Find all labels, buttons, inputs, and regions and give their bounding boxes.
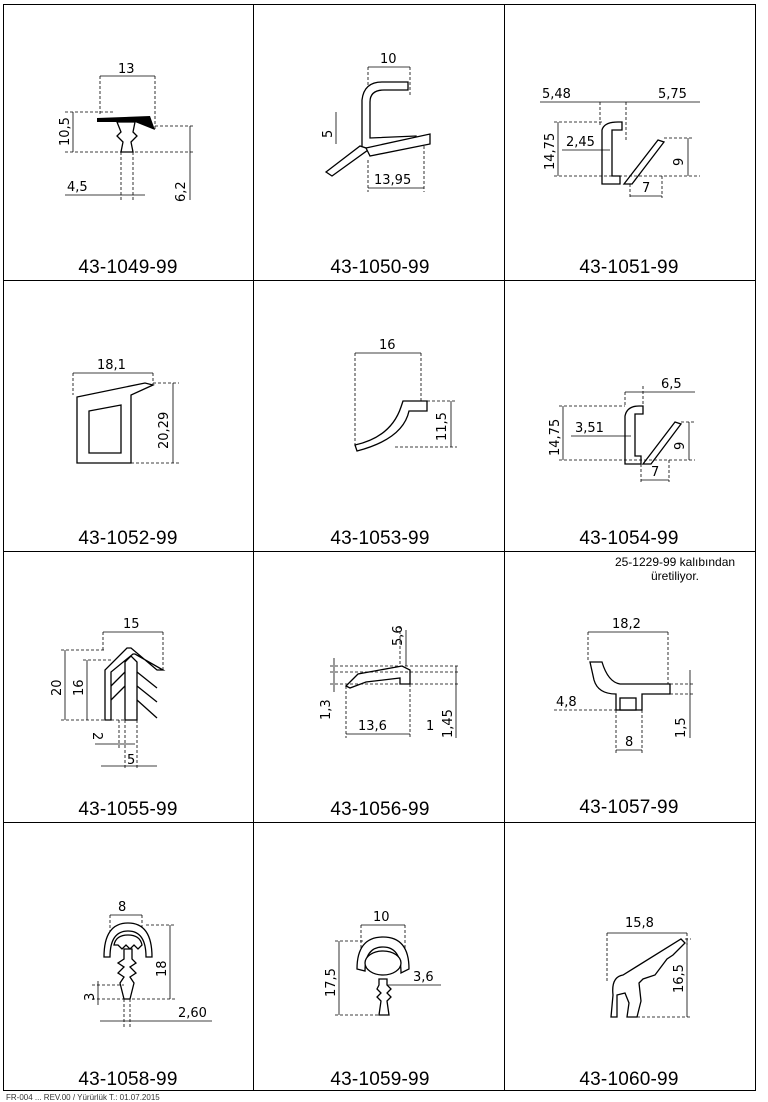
grid-divider-h1 <box>4 280 755 281</box>
dim-label: 1 <box>426 719 435 734</box>
dim-label: 2,60 <box>178 1006 207 1021</box>
dim-label: 5,48 <box>542 87 571 102</box>
dim-label: 4,8 <box>556 695 577 710</box>
dim-label: 7 <box>651 465 660 480</box>
dim-label: 8 <box>625 735 634 750</box>
production-note-line1: 25-1229-99 kalıbından <box>614 555 736 569</box>
profile-drawing-1055 <box>45 610 205 780</box>
dim-label: 5,6 <box>391 625 406 646</box>
dim-label: 16 <box>72 679 87 696</box>
dim-label: 1,45 <box>441 709 456 738</box>
dim-label: 4,5 <box>67 180 88 195</box>
dim-label: 6,5 <box>661 377 682 392</box>
product-code: 43-1051-99 <box>579 257 679 278</box>
dim-label: 20 <box>50 679 65 696</box>
dim-label: 17,5 <box>324 968 339 997</box>
dim-label: 1,3 <box>319 699 334 720</box>
dim-label: 18 <box>155 960 170 977</box>
product-code: 43-1059-99 <box>330 1069 430 1090</box>
profile-drawing-1060 <box>595 905 715 1035</box>
dim-label: 3,6 <box>413 970 434 985</box>
dim-label: 6,2 <box>174 181 189 202</box>
dim-label: 5,75 <box>658 87 687 102</box>
dim-label: 20,29 <box>157 411 172 449</box>
dim-label: 9 <box>672 157 687 166</box>
product-code: 43-1049-99 <box>78 257 178 278</box>
dim-label: 18,1 <box>97 358 126 373</box>
profile-drawing-1053 <box>345 335 465 465</box>
dim-label: 3 <box>83 992 98 1001</box>
product-code: 43-1054-99 <box>579 528 679 549</box>
dim-label: 2 <box>89 732 104 741</box>
dim-label: 2,45 <box>566 135 595 150</box>
dim-label: 13,6 <box>358 719 387 734</box>
dim-label: 10 <box>380 52 397 67</box>
dim-label: 10 <box>373 910 390 925</box>
product-code: 43-1052-99 <box>78 528 178 549</box>
profile-drawing-1057 <box>550 610 710 770</box>
dim-label: 7 <box>642 181 651 196</box>
product-code: 43-1050-99 <box>330 257 430 278</box>
dim-label: 5 <box>321 129 336 138</box>
product-code: 43-1055-99 <box>78 799 178 820</box>
production-note <box>590 555 760 583</box>
production-note-line2: üretiliyor. <box>650 569 700 583</box>
dim-label: 14,75 <box>543 132 558 170</box>
dim-label: 16,5 <box>672 964 687 993</box>
profile-drawing-1056 <box>320 610 470 750</box>
dim-label: 10,5 <box>58 117 73 146</box>
dim-label: 16 <box>379 338 396 353</box>
profile-drawing-1050 <box>320 50 440 200</box>
grid-divider-h3 <box>4 822 755 823</box>
dim-label: 8 <box>118 900 127 915</box>
dim-label: 13 <box>118 62 135 77</box>
profile-drawing-1049 <box>55 60 205 210</box>
dim-label: 3,51 <box>575 421 604 436</box>
product-code: 43-1060-99 <box>579 1069 679 1090</box>
product-code: 43-1057-99 <box>579 797 679 818</box>
dim-label: 11,5 <box>435 412 450 441</box>
dim-label: 5 <box>127 753 136 768</box>
dim-label: 14,75 <box>548 418 563 456</box>
dim-label: 15,8 <box>625 916 654 931</box>
dim-label: 13,95 <box>374 173 412 188</box>
product-code: 43-1053-99 <box>330 528 430 549</box>
product-code: 43-1058-99 <box>78 1069 178 1090</box>
dim-label: 15 <box>123 617 140 632</box>
dim-label: 18,2 <box>612 617 641 632</box>
dim-label: 1,5 <box>674 717 689 738</box>
grid-divider-v1 <box>253 5 254 1090</box>
document-footer: FR-004 ... REV.00 / Yürürlük T.: 01.07.2015 <box>6 1093 160 1102</box>
product-code: 43-1056-99 <box>330 799 430 820</box>
dim-label: 9 <box>673 441 688 450</box>
profile-drawing-1054 <box>545 370 715 490</box>
profile-drawing-1058 <box>80 895 230 1035</box>
profile-drawing-1059 <box>325 905 465 1035</box>
profile-drawing-1052 <box>55 355 205 475</box>
grid-divider-h2 <box>4 551 755 552</box>
profile-drawing-1051 <box>540 80 710 210</box>
